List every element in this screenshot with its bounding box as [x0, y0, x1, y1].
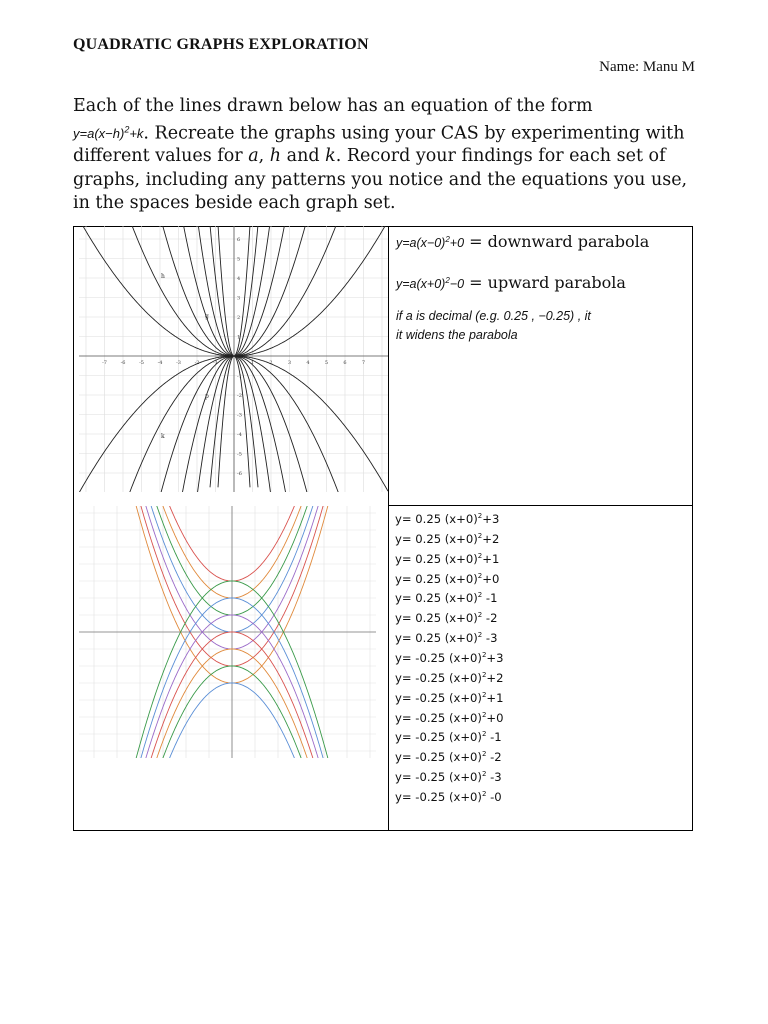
student-name: Name: Manu M: [599, 59, 695, 75]
intro-text-2: . Recreate the graphs using your CAS by experimenting with different values for: [73, 122, 685, 167]
y-tick-label: -1: [237, 373, 242, 380]
x-tick-label: 7: [361, 360, 366, 366]
equation-item: y= -0.25 $(x+0)^2$ -2: [395, 750, 502, 765]
intro-formula: $y=a(x-h)^2+k$: [73, 124, 144, 141]
graph-set-2: [79, 506, 376, 758]
equation-item: y= -0.25 $(x+0)^2+3$: [395, 650, 504, 665]
y-tick-label: -5: [237, 451, 242, 458]
curve-label: h: [161, 273, 165, 280]
table-divider-vertical: [388, 226, 389, 831]
equation-item: y= -0.25 $(x+0)^2+1$: [395, 690, 504, 705]
equation-item: y= 0.25 $(x+0)^2$ -3: [395, 631, 498, 646]
equation-item: y= 0.25 $(x+0)^2+2$: [395, 531, 500, 546]
page-title: QUADRATIC GRAPHS EXPLORATION: [73, 36, 369, 53]
equation-item: y= -0.25 $(x+0)^2+2$: [395, 670, 504, 685]
equation-item: y= -0.25 $(x+0)^2+0$: [395, 710, 504, 725]
equation-list: [395, 508, 504, 806]
findings-cell-1: [396, 229, 688, 345]
finding-upward: $y=a(x+0)^2-0$ = upward parabola: [396, 273, 626, 293]
x-tick-label: -3: [176, 360, 181, 366]
x-tick-label: -5: [139, 360, 144, 366]
table-divider-horizontal: [388, 505, 693, 506]
x-tick-label: -2: [194, 360, 200, 366]
y-tick-label: 6: [237, 237, 241, 243]
parabola-curve: [79, 356, 388, 492]
y-tick-label: 3: [237, 295, 241, 302]
y-tick-label: -6: [237, 471, 242, 477]
instructions: Each of the lines drawn below has an equation of the form $y=a(x-h)^2+k$. Recreate the graphs using your CAS by experimenting with different values for a, h and k. Record your findings for each set of graphs, including any patterns you notice and the equations you use, in the spaces beside each graph set.: [73, 96, 688, 214]
equation-item: y= 0.25 $(x+0)^2+0$: [395, 571, 500, 586]
x-tick-label: 6: [343, 360, 347, 366]
graph-set-1: [79, 226, 388, 492]
y-tick-label: 5: [237, 256, 241, 263]
x-tick-label: -7: [102, 360, 107, 366]
equation-item: y= 0.25 $(x+0)^2+3$: [395, 511, 500, 526]
equation-item: y= 0.25 $(x+0)^2$ -2: [395, 611, 498, 626]
x-tick-label: -1: [213, 360, 218, 366]
y-tick-label: 1: [237, 334, 241, 341]
y-tick-label: -4: [237, 432, 242, 438]
curve-label: g: [205, 313, 209, 320]
x-tick-label: -6: [120, 360, 126, 366]
x-tick-label: 1: [250, 360, 255, 366]
finding-decimal-note: if a is decimal (e.g. 0.25 , −0.25) , it it widens the parabola: [396, 309, 591, 343]
x-tick-label: 5: [324, 360, 329, 366]
equation-item: y= 0.25 $(x+0)^2$ -1: [395, 591, 498, 606]
intro-text-3: . Record your findings for each set of graphs, including any patterns you notice and the equations you use, in the spaces beside each graph set.: [73, 146, 688, 214]
y-tick-label: -3: [237, 412, 242, 419]
equation-item: y= -0.25 $(x+0)^2$ -3: [395, 770, 502, 785]
x-tick-label: 4: [306, 360, 310, 366]
finding-downward: $y=a(x-0)^2+0$ = downward parabola: [396, 232, 650, 252]
intro-text-1: Each of the lines drawn below has an equation of the form: [73, 96, 593, 116]
x-tick-label: -4: [157, 360, 163, 366]
y-tick-label: 4: [237, 276, 241, 282]
y-tick-label: -2: [237, 393, 242, 399]
y-tick-label: 2: [237, 315, 241, 321]
curve-label: p: [205, 393, 209, 400]
equation-item: y= -0.25 $(x+0)^2$ -1: [395, 730, 502, 745]
equation-item: y= 0.25 $(x+0)^2+1$: [395, 551, 500, 566]
x-tick-label: 3: [287, 360, 292, 366]
equation-item: y= -0.25 $(x+0)^2$ -0: [395, 789, 502, 804]
x-tick-label: 2: [269, 360, 273, 366]
curve-label: k: [161, 433, 165, 440]
